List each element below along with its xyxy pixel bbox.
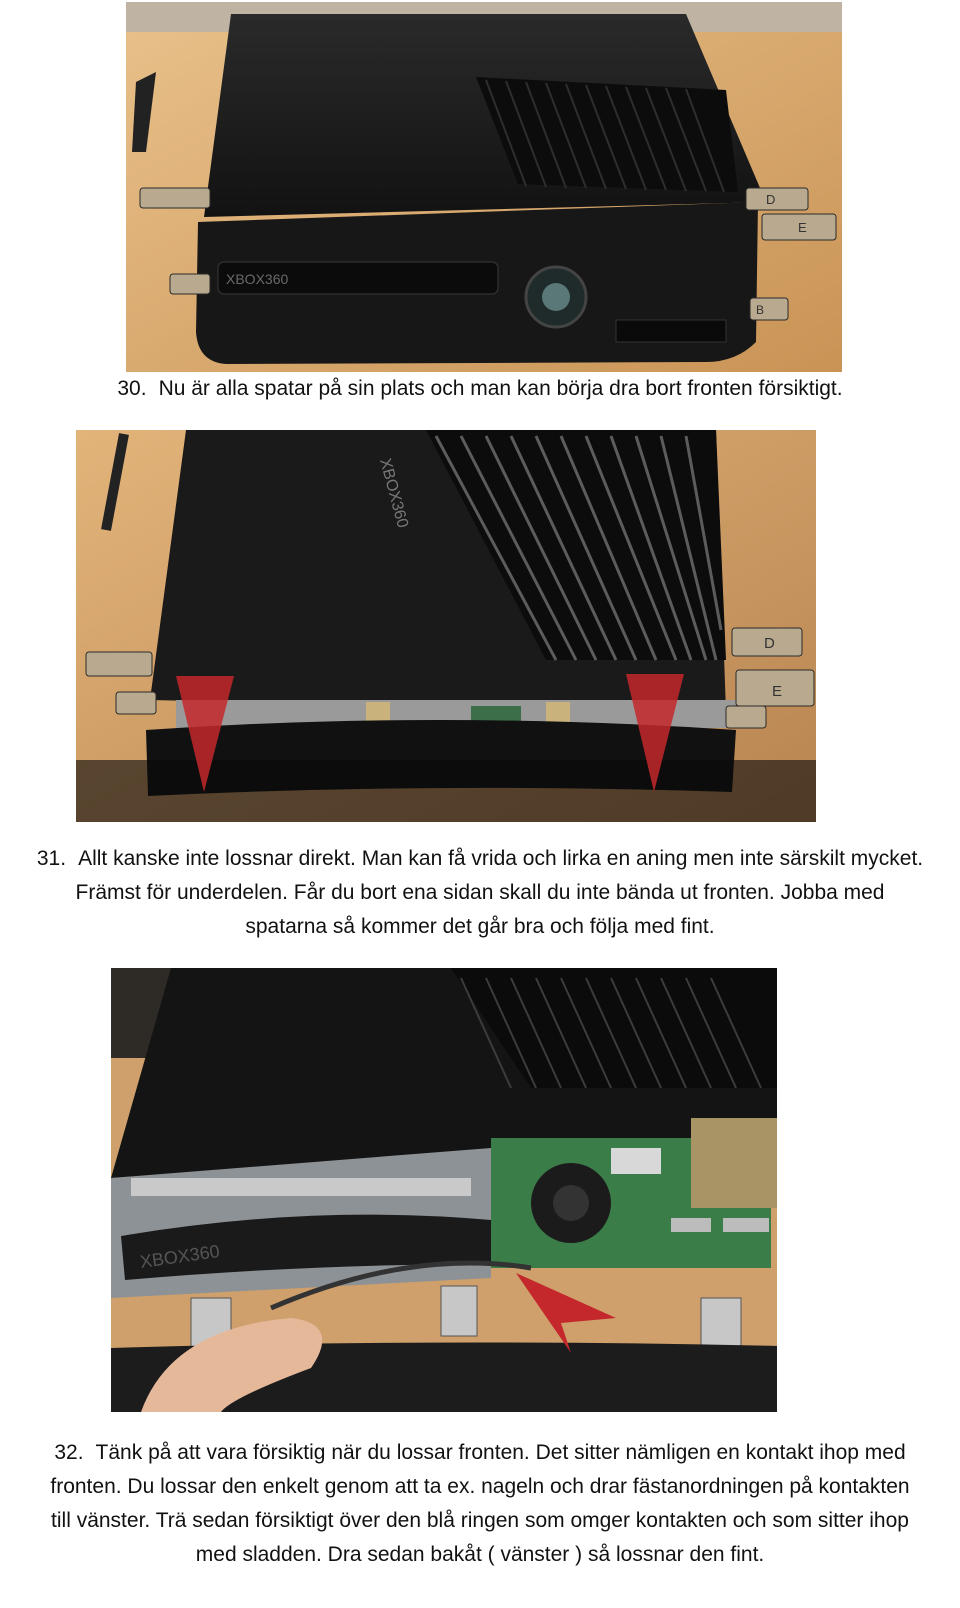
step-32-line-2: fronten. Du lossar den enkelt genom att ta ex. nageln och drar fästanordningen på kontakten xyxy=(50,1475,910,1498)
step-31-line-2: Främst för underdelen. Får du bort ena sidan skall du inte bända ut fronten. Jobba med xyxy=(75,881,885,904)
tab-e-label: E xyxy=(772,683,783,700)
step-31-line-3: spatarna så kommer det går bra och följa med fint. xyxy=(245,915,715,938)
photo-front-connector xyxy=(111,968,777,1412)
step-31-line-1 xyxy=(0,842,960,876)
step-text: Nu är alla spatar på sin plats och man kan börja dra bort fronten försiktigt. xyxy=(158,377,843,400)
step-text: Tänk på att vara försiktig när du lossar fronten. Det sitter nämligen en kontakt ihop med xyxy=(95,1441,906,1464)
step-30-line-1 xyxy=(0,372,960,406)
photo-console-with-spatulas xyxy=(126,2,842,372)
tab-b-label: B xyxy=(756,303,765,317)
step-number: 31. xyxy=(36,847,67,870)
step-31 xyxy=(0,842,960,944)
photo-front-loosening xyxy=(76,430,816,822)
front-logo-text: XBOX360 xyxy=(138,1241,221,1272)
step-number: 30. xyxy=(117,377,147,400)
tab-d-label: D xyxy=(764,635,775,652)
step-32-line-1 xyxy=(0,1436,960,1470)
top-logo-text: XBOX360 xyxy=(376,456,411,530)
tab-e-label: E xyxy=(798,220,807,235)
front-logo-text: XBOX360 xyxy=(226,271,289,287)
step-30 xyxy=(0,372,960,406)
tab-d-label: D xyxy=(766,192,776,207)
step-32-line-4: med sladden. Dra sedan bakåt ( vänster ) så lossnar den fint. xyxy=(195,1543,765,1566)
step-number: 32. xyxy=(54,1441,84,1464)
step-32-line-3: till vänster. Trä sedan försiktigt över den blå ringen som omger kontakten och som sitter ihop xyxy=(51,1509,909,1532)
step-32 xyxy=(0,1436,960,1572)
step-text: Allt kanske inte lossnar direkt. Man kan få vrida och lirka en aning men inte särskilt mycket. xyxy=(78,847,924,870)
